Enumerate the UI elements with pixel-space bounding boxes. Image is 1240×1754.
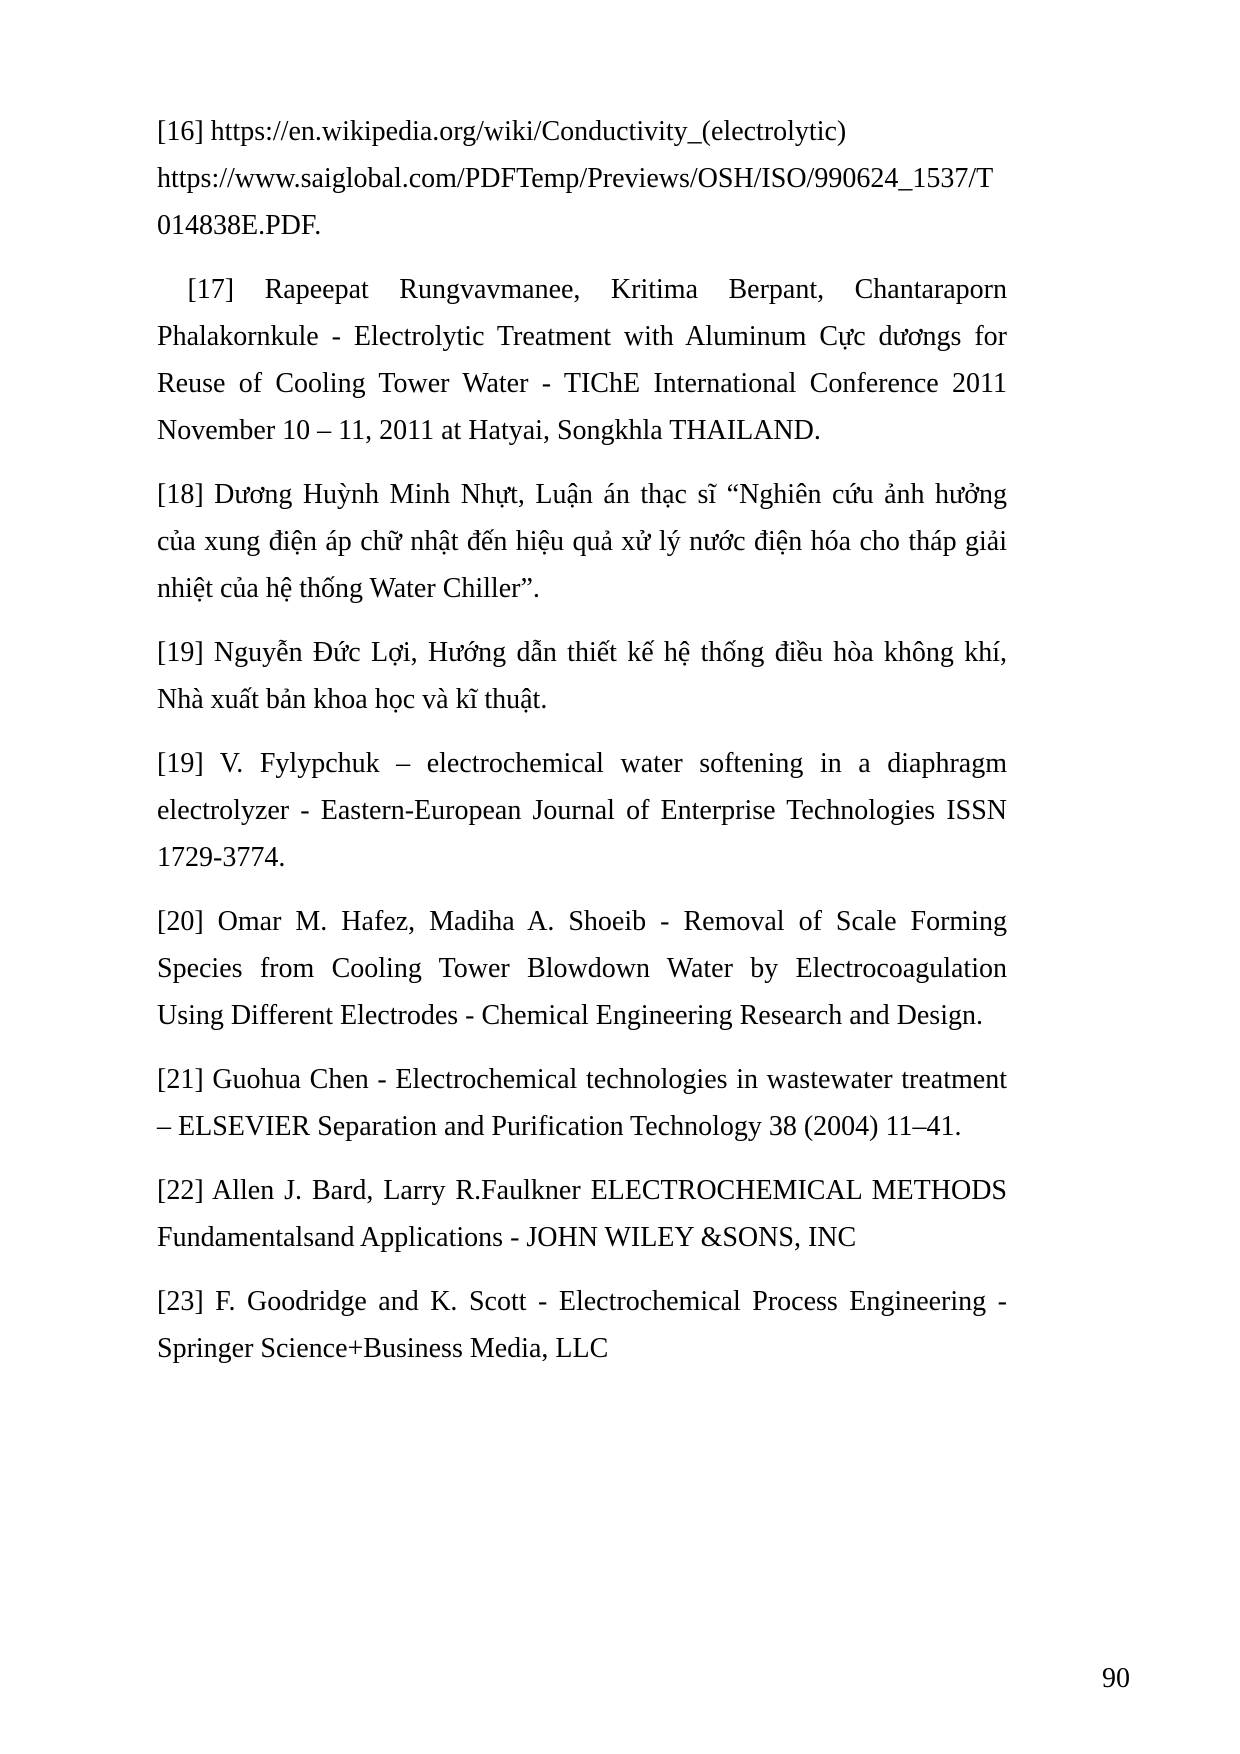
reference-line: https://www.saiglobal.com/PDFTemp/Previews/OSH/ISO/990624_1537/T014838E.PDF.: [157, 163, 994, 241]
reference-entry: [157, 108, 1007, 249]
reference-entry: [23] F. Goodridge and K. Scott - Electrochemical Process Engineering - Springer Science+Business Media, LLC: [157, 1286, 1007, 1364]
reference-entry: [18] Dương Huỳnh Minh Nhựt, Luận án thạc sĩ “Nghiên cứu ảnh hưởng của xung điện áp chữ nhật đến hiệu quả xử lý nước điện hóa cho tháp giải nhiệt của hệ thống Water Chiller”.: [157, 479, 1007, 604]
reference-entry: [22] Allen J. Bard, Larry R.Faulkner ELECTROCHEMICAL METHODS Fundamentalsand Applications - JOHN WILEY &SONS, INC: [157, 1175, 1007, 1253]
reference-entry: [17] Rapeepat Rungvavmanee, Kritima Berpant, Chantaraporn Phalakornkule - Electrolytic Treatment with Aluminum Cực dươngs for Reuse of Cooling Tower Water - TIChE International Conference 2011 November 10 – 11, 2011 at Hatyai, Songkhla THAILAND.: [157, 274, 1007, 446]
reference-entry: [19] V. Fylypchuk – electrochemical water softening in a diaphragm electrolyzer - Eastern-European Journal of Enterprise Technologies ISSN 1729-3774.: [157, 748, 1007, 873]
page-number: 90: [1102, 1663, 1130, 1694]
reference-entry: [20] Omar M. Hafez, Madiha A. Shoeib - Removal of Scale Forming Species from Cooling Tower Blowdown Water by Electrocoagulation Using Different Electrodes - Chemical Engineering Research and Design.: [157, 906, 1007, 1031]
reference-line: [16] https://en.wikipedia.org/wiki/Conductivity_(electrolytic): [157, 116, 847, 147]
reference-entry: [21] Guohua Chen - Electrochemical technologies in wastewater treatment – ELSEVIER Separation and Purification Technology 38 (2004) 11–41.: [157, 1064, 1007, 1142]
references-list: [157, 108, 1007, 1389]
reference-entry: [19] Nguyễn Đức Lợi, Hướng dẫn thiết kế hệ thống điều hòa không khí, Nhà xuất bản khoa học và kĩ thuật.: [157, 637, 1007, 715]
